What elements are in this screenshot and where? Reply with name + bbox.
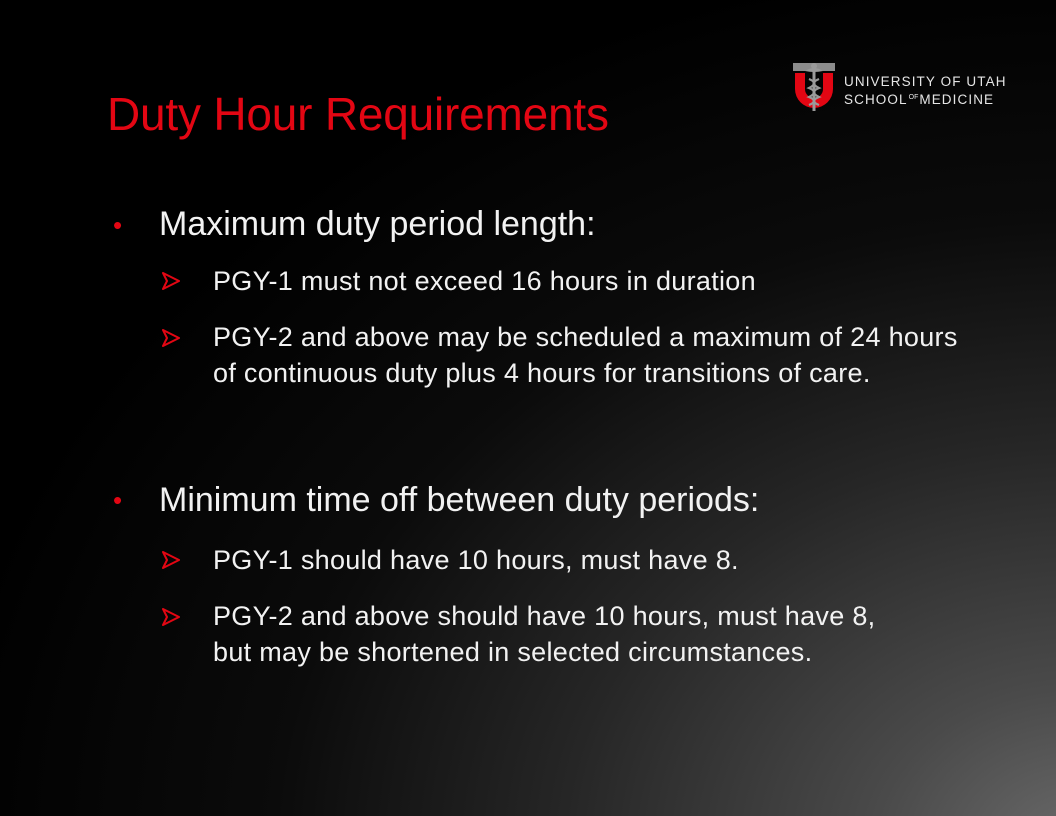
bullet-dot: •: [113, 210, 123, 240]
list-item: PGY-1 must not exceed 16 hours in duration: [213, 266, 756, 296]
list-item: PGY-1 should have 10 hours, must have 8.: [213, 545, 739, 575]
slide-title: Duty Hour Requirements: [107, 88, 609, 140]
arrow-bullet-icon: [162, 329, 180, 347]
bullet-dot: •: [113, 485, 123, 515]
list-item: PGY-2 and above should have 10 hours, must have 8, but may be shortened in selected circumstances.: [213, 601, 876, 667]
logo-school: SCHOOL: [844, 92, 908, 107]
arrow-bullet-icon: [162, 551, 180, 569]
logo-medicine: MEDICINE: [919, 92, 995, 107]
section-heading: Minimum time off between duty periods:: [159, 481, 760, 519]
list-item: PGY-2 and above may be scheduled a maximum of 24 hours of continuous duty plus 4 hours for transitions of care.: [213, 322, 958, 388]
section-heading: Maximum duty period length:: [159, 205, 596, 243]
logo-line-1: UNIVERSITY OF UTAH: [844, 74, 1007, 89]
logo-of: OF: [908, 94, 919, 101]
arrow-bullet-icon: [162, 272, 180, 290]
arrow-bullet-icon: [162, 608, 180, 626]
